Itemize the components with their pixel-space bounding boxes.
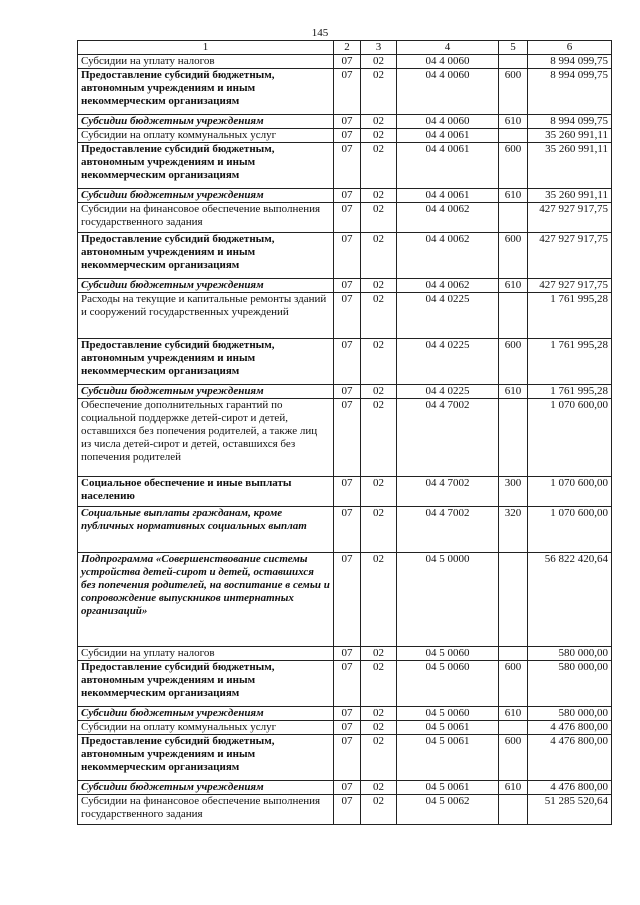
section-code-cell: 07 <box>334 647 361 661</box>
expense-type-cell <box>499 795 528 825</box>
amount-cell: 8 994 099,75 <box>528 115 612 129</box>
table-row <box>78 647 612 661</box>
table-row <box>78 553 612 647</box>
expense-type-cell <box>499 399 528 477</box>
header-row <box>78 41 612 55</box>
target-article-cell: 04 4 7002 <box>397 477 499 507</box>
target-article-cell: 04 4 0061 <box>397 129 499 143</box>
section-code-cell: 07 <box>334 143 361 189</box>
section-code-cell: 07 <box>334 477 361 507</box>
item-name-cell: Подпрограмма «Совершенствование системы устройства детей-сирот и детей, оставшихся без попечения родителей, на воспитание в семьи и сопровождение выпускников интернатных организаций» <box>78 553 334 647</box>
section-code-cell: 07 <box>334 735 361 781</box>
subsection-code-cell: 02 <box>361 143 397 189</box>
table-row <box>78 55 612 69</box>
subsection-code-cell: 02 <box>361 69 397 115</box>
table-row <box>78 279 612 293</box>
amount-cell: 580 000,00 <box>528 707 612 721</box>
target-article-cell: 04 4 0062 <box>397 203 499 233</box>
expense-type-cell: 610 <box>499 115 528 129</box>
section-code-cell: 07 <box>334 661 361 707</box>
target-article-cell: 04 5 0060 <box>397 707 499 721</box>
target-article-cell: 04 5 0061 <box>397 721 499 735</box>
column-header-2: 2 <box>334 41 361 55</box>
column-header-3: 3 <box>361 41 397 55</box>
item-name-cell: Предоставление субсидий бюджетным, автономным учреждениям и иным некоммерческим организациям <box>78 143 334 189</box>
item-name-cell: Субсидии на финансовое обеспечение выполнения государственного задания <box>78 795 334 825</box>
table-row <box>78 707 612 721</box>
expense-type-cell <box>499 553 528 647</box>
target-article-cell: 04 4 0225 <box>397 339 499 385</box>
amount-cell: 1 761 995,28 <box>528 385 612 399</box>
target-article-cell: 04 5 0000 <box>397 553 499 647</box>
subsection-code-cell: 02 <box>361 115 397 129</box>
item-name-cell: Предоставление субсидий бюджетным, автономным учреждениям и иным некоммерческим организациям <box>78 233 334 279</box>
expense-type-cell: 610 <box>499 781 528 795</box>
section-code-cell: 07 <box>334 707 361 721</box>
table-row <box>78 293 612 339</box>
item-name-cell: Субсидии бюджетным учреждениям <box>78 707 334 721</box>
subsection-code-cell: 02 <box>361 735 397 781</box>
section-code-cell: 07 <box>334 203 361 233</box>
item-name-cell: Предоставление субсидий бюджетным, автономным учреждениям и иным некоммерческим организациям <box>78 661 334 707</box>
target-article-cell: 04 4 0061 <box>397 189 499 203</box>
amount-cell: 427 927 917,75 <box>528 233 612 279</box>
expense-type-cell <box>499 55 528 69</box>
section-code-cell: 07 <box>334 233 361 279</box>
amount-cell: 580 000,00 <box>528 661 612 707</box>
target-article-cell: 04 5 0061 <box>397 781 499 795</box>
subsection-code-cell: 02 <box>361 129 397 143</box>
column-header-1: 1 <box>78 41 334 55</box>
amount-cell: 35 260 991,11 <box>528 143 612 189</box>
table-row <box>78 339 612 385</box>
section-code-cell: 07 <box>334 55 361 69</box>
expense-type-cell: 600 <box>499 735 528 781</box>
table-row <box>78 477 612 507</box>
amount-cell: 56 822 420,64 <box>528 553 612 647</box>
item-name-cell: Субсидии на финансовое обеспечение выполнения государственного задания <box>78 203 334 233</box>
section-code-cell: 07 <box>334 189 361 203</box>
table-row <box>78 721 612 735</box>
subsection-code-cell: 02 <box>361 661 397 707</box>
column-header-6: 6 <box>528 41 612 55</box>
item-name-cell: Обеспечение дополнительных гарантий по социальной поддержке детей-сирот и детей, оставшихся без попечения родителей, а также лиц из числа детей-сирот и детей, оставшихся без попечения родителей <box>78 399 334 477</box>
subsection-code-cell: 02 <box>361 279 397 293</box>
expense-type-cell <box>499 203 528 233</box>
subsection-code-cell: 02 <box>361 385 397 399</box>
amount-cell: 51 285 520,64 <box>528 795 612 825</box>
target-article-cell: 04 4 0060 <box>397 115 499 129</box>
amount-cell: 4 476 800,00 <box>528 781 612 795</box>
section-code-cell: 07 <box>334 399 361 477</box>
section-code-cell: 07 <box>334 781 361 795</box>
item-name-cell: Субсидии на оплату коммунальных услуг <box>78 129 334 143</box>
table-row <box>78 233 612 279</box>
column-header-5: 5 <box>499 41 528 55</box>
section-code-cell: 07 <box>334 721 361 735</box>
expense-type-cell: 320 <box>499 507 528 553</box>
target-article-cell: 04 4 0062 <box>397 279 499 293</box>
amount-cell: 1 070 600,00 <box>528 507 612 553</box>
amount-cell: 8 994 099,75 <box>528 55 612 69</box>
amount-cell: 1 070 600,00 <box>528 477 612 507</box>
item-name-cell: Предоставление субсидий бюджетным, автономным учреждениям и иным некоммерческим организациям <box>78 735 334 781</box>
expense-type-cell: 600 <box>499 233 528 279</box>
expense-type-cell: 600 <box>499 143 528 189</box>
subsection-code-cell: 02 <box>361 707 397 721</box>
expense-type-cell <box>499 129 528 143</box>
expense-type-cell: 300 <box>499 477 528 507</box>
subsection-code-cell: 02 <box>361 721 397 735</box>
item-name-cell: Субсидии бюджетным учреждениям <box>78 115 334 129</box>
subsection-code-cell: 02 <box>361 507 397 553</box>
amount-cell: 4 476 800,00 <box>528 735 612 781</box>
item-name-cell: Субсидии бюджетным учреждениям <box>78 385 334 399</box>
amount-cell: 35 260 991,11 <box>528 129 612 143</box>
amount-cell: 4 476 800,00 <box>528 721 612 735</box>
budget-table <box>77 40 612 825</box>
section-code-cell: 07 <box>334 507 361 553</box>
table-row <box>78 735 612 781</box>
section-code-cell: 07 <box>334 129 361 143</box>
table-row <box>78 795 612 825</box>
item-name-cell: Субсидии бюджетным учреждениям <box>78 781 334 795</box>
subsection-code-cell: 02 <box>361 233 397 279</box>
item-name-cell: Субсидии на уплату налогов <box>78 55 334 69</box>
table-row <box>78 399 612 477</box>
expense-type-cell: 610 <box>499 707 528 721</box>
section-code-cell: 07 <box>334 385 361 399</box>
section-code-cell: 07 <box>334 115 361 129</box>
target-article-cell: 04 4 0060 <box>397 55 499 69</box>
amount-cell: 1 761 995,28 <box>528 339 612 385</box>
target-article-cell: 04 5 0060 <box>397 661 499 707</box>
expense-type-cell: 610 <box>499 385 528 399</box>
subsection-code-cell: 02 <box>361 55 397 69</box>
item-name-cell: Субсидии на оплату коммунальных услуг <box>78 721 334 735</box>
subsection-code-cell: 02 <box>361 293 397 339</box>
column-header-4: 4 <box>397 41 499 55</box>
subsection-code-cell: 02 <box>361 477 397 507</box>
table-row <box>78 69 612 115</box>
subsection-code-cell: 02 <box>361 189 397 203</box>
table-row <box>78 129 612 143</box>
table-row <box>78 115 612 129</box>
item-name-cell: Субсидии бюджетным учреждениям <box>78 189 334 203</box>
amount-cell: 427 927 917,75 <box>528 279 612 293</box>
expense-type-cell <box>499 293 528 339</box>
subsection-code-cell: 02 <box>361 647 397 661</box>
target-article-cell: 04 4 0060 <box>397 69 499 115</box>
item-name-cell: Предоставление субсидий бюджетным, автономным учреждениям и иным некоммерческим организациям <box>78 69 334 115</box>
item-name-cell: Социальное обеспечение и иные выплаты населению <box>78 477 334 507</box>
page-number: 145 <box>311 27 329 39</box>
target-article-cell: 04 5 0062 <box>397 795 499 825</box>
target-article-cell: 04 4 0225 <box>397 293 499 339</box>
target-article-cell: 04 4 0225 <box>397 385 499 399</box>
target-article-cell: 04 5 0060 <box>397 647 499 661</box>
table-row <box>78 781 612 795</box>
item-name-cell: Субсидии на уплату налогов <box>78 647 334 661</box>
expense-type-cell: 610 <box>499 189 528 203</box>
expense-type-cell: 610 <box>499 279 528 293</box>
amount-cell: 8 994 099,75 <box>528 69 612 115</box>
expense-type-cell <box>499 647 528 661</box>
target-article-cell: 04 4 0061 <box>397 143 499 189</box>
expense-type-cell: 600 <box>499 339 528 385</box>
section-code-cell: 07 <box>334 795 361 825</box>
table-row <box>78 507 612 553</box>
subsection-code-cell: 02 <box>361 781 397 795</box>
table-row <box>78 143 612 189</box>
target-article-cell: 04 4 0062 <box>397 233 499 279</box>
expense-type-cell: 600 <box>499 661 528 707</box>
amount-cell: 1 761 995,28 <box>528 293 612 339</box>
subsection-code-cell: 02 <box>361 399 397 477</box>
section-code-cell: 07 <box>334 339 361 385</box>
section-code-cell: 07 <box>334 279 361 293</box>
amount-cell: 427 927 917,75 <box>528 203 612 233</box>
amount-cell: 580 000,00 <box>528 647 612 661</box>
expense-type-cell: 600 <box>499 69 528 115</box>
table-row <box>78 189 612 203</box>
expense-type-cell <box>499 721 528 735</box>
amount-cell: 35 260 991,11 <box>528 189 612 203</box>
table-row <box>78 203 612 233</box>
subsection-code-cell: 02 <box>361 203 397 233</box>
item-name-cell: Расходы на текущие и капитальные ремонты зданий и сооружений государственных учреждений <box>78 293 334 339</box>
section-code-cell: 07 <box>334 553 361 647</box>
amount-cell: 1 070 600,00 <box>528 399 612 477</box>
subsection-code-cell: 02 <box>361 795 397 825</box>
table-row <box>78 661 612 707</box>
item-name-cell: Предоставление субсидий бюджетным, автономным учреждениям и иным некоммерческим организациям <box>78 339 334 385</box>
target-article-cell: 04 4 7002 <box>397 399 499 477</box>
table-row <box>78 385 612 399</box>
target-article-cell: 04 5 0061 <box>397 735 499 781</box>
subsection-code-cell: 02 <box>361 553 397 647</box>
subsection-code-cell: 02 <box>361 339 397 385</box>
section-code-cell: 07 <box>334 293 361 339</box>
item-name-cell: Социальные выплаты гражданам, кроме публичных нормативных социальных выплат <box>78 507 334 553</box>
item-name-cell: Субсидии бюджетным учреждениям <box>78 279 334 293</box>
section-code-cell: 07 <box>334 69 361 115</box>
target-article-cell: 04 4 7002 <box>397 507 499 553</box>
